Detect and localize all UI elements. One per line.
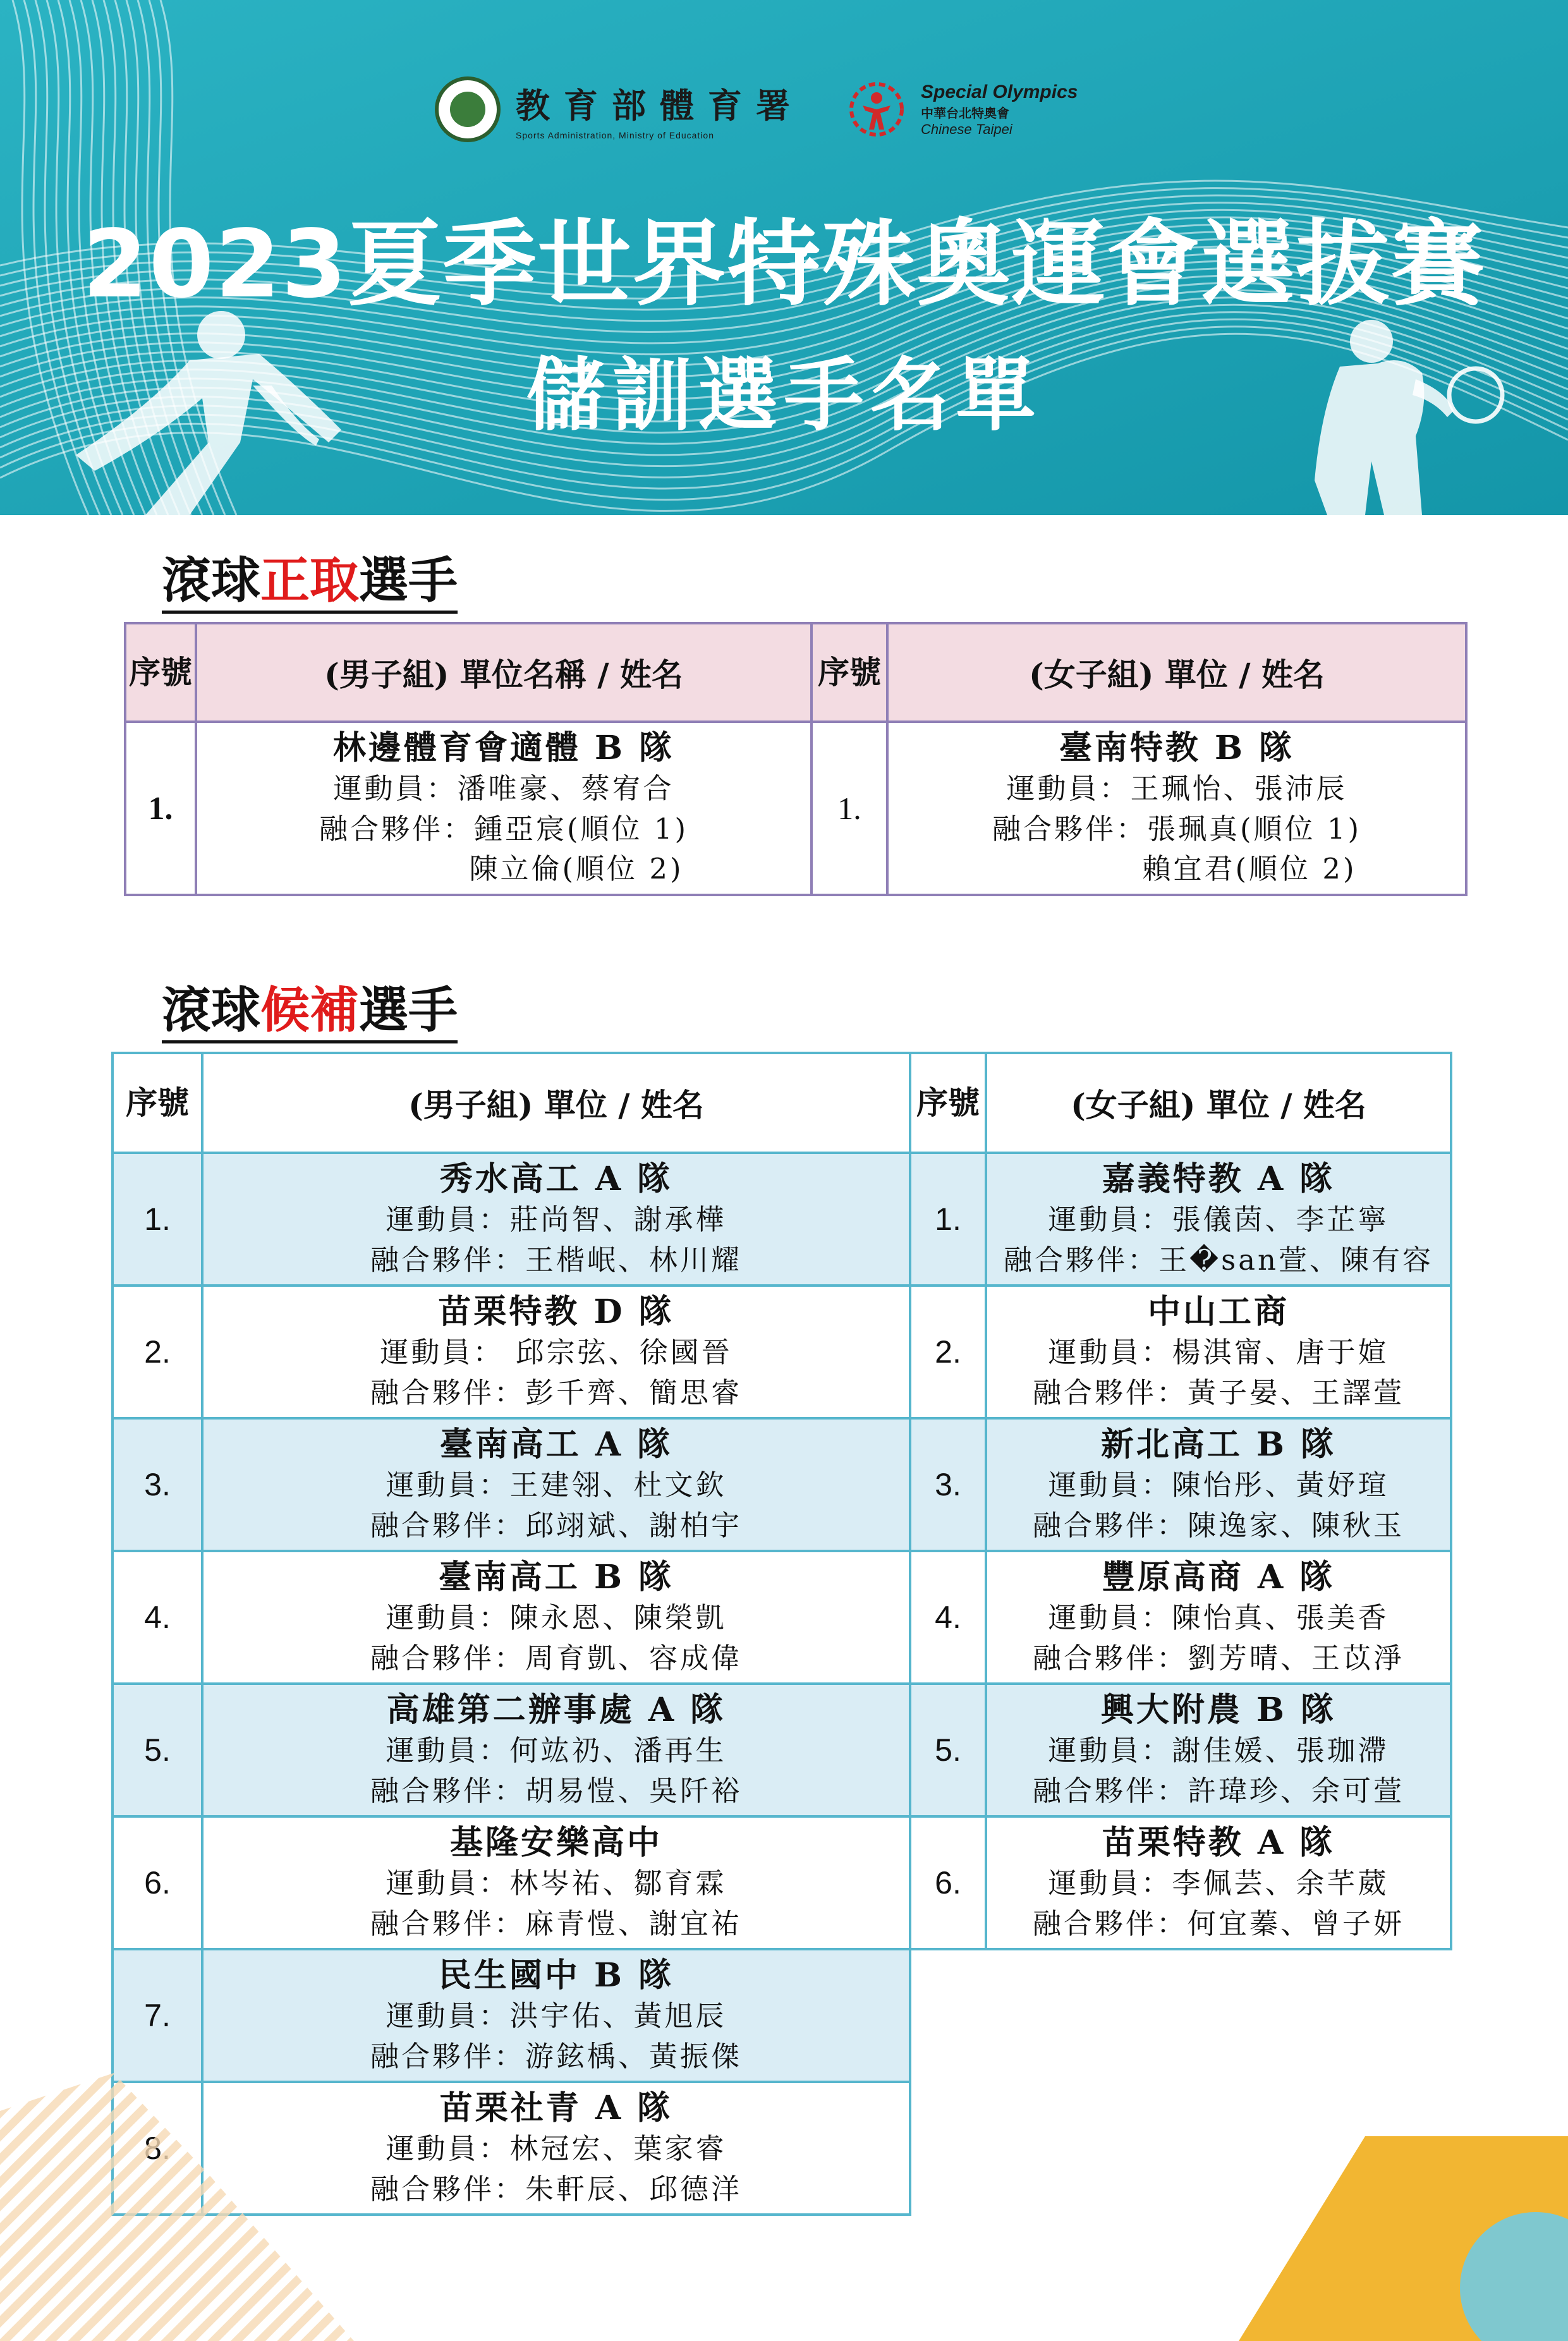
bottom-left-stripe-decoration <box>0 2060 354 2341</box>
row-no-male: 2. <box>112 1286 202 1418</box>
male-entry <box>196 722 811 895</box>
team-name: 苗栗社青 A 隊 <box>439 2088 673 2127</box>
row-no-male: 1. <box>125 722 196 895</box>
section-heading-reserve <box>162 983 458 1043</box>
header-male: (男子組) 單位名稱 / 姓名 <box>196 623 811 722</box>
athletes: 運動員：何竑礽、潘再生 <box>386 1733 727 1767</box>
athletes: 運動員：陳怡彤、黃妤瑄 <box>1048 1468 1389 1502</box>
reserve-players-table <box>111 1052 1452 2216</box>
partners: 融合夥伴：周育凱、容成偉 <box>370 1641 742 1675</box>
team-name: 秀水高工 A 隊 <box>439 1159 673 1198</box>
athletes: 運動員：楊淇甯、唐于媗 <box>1048 1335 1389 1369</box>
partners: 融合夥伴：胡易愷、吳阡裕 <box>370 1773 742 1808</box>
section-heading-reserve-pre: 滾球 <box>162 982 261 1039</box>
table-row <box>112 1418 1451 1551</box>
empty-cell <box>986 1949 1451 2082</box>
section-heading-official-post: 選手 <box>359 552 458 609</box>
female-entry <box>986 1551 1451 1684</box>
partner-2: 賴宜君(順位 2) <box>1142 852 1357 886</box>
team-name: 豐原高商 A 隊 <box>1102 1557 1335 1596</box>
male-entry <box>202 1418 910 1551</box>
section-heading-official <box>162 554 458 614</box>
team-name: 嘉義特教 A 隊 <box>1102 1159 1335 1198</box>
athletes: 運動員： 邱宗弦、徐國晉 <box>380 1335 732 1369</box>
athletes: 運動員：李佩芸、余芊葳 <box>1048 1866 1389 1900</box>
header-no-female: 序號 <box>910 1053 986 1153</box>
table-row <box>125 722 1466 895</box>
athletes: 運動員：王珮怡、張沛辰 <box>1006 771 1347 805</box>
section-heading-official-red: 正取 <box>260 552 360 609</box>
header-male: (男子組) 單位 / 姓名 <box>202 1053 910 1153</box>
section-heading-reserve-red: 候補 <box>260 982 360 1039</box>
athletes: 運動員：林岑祐、鄒育霖 <box>386 1866 727 1900</box>
bottom-right-shape-decoration <box>1239 2136 1568 2341</box>
sports-administration-logo <box>435 75 804 144</box>
header-no-female: 序號 <box>811 623 887 722</box>
athletes: 運動員：王建翎、杜文欽 <box>386 1468 727 1502</box>
team-name: 臺南高工 B 隊 <box>438 1557 674 1596</box>
athletes: 運動員：潘唯豪、蔡宥合 <box>333 771 674 805</box>
athletes: 運動員：張儀茵、李芷寧 <box>1048 1202 1389 1236</box>
partners: 融合夥伴：何宜蓁、曾子妍 <box>1032 1906 1404 1940</box>
female-entry <box>986 1286 1451 1418</box>
team-name: 臺南特教 B 隊 <box>1059 728 1295 767</box>
table-row <box>112 1684 1451 1816</box>
male-entry <box>202 1684 910 1816</box>
male-entry <box>202 1153 910 1286</box>
partners: 融合夥伴：麻青愷、謝宜祐 <box>370 1906 742 1940</box>
header-no-male: 序號 <box>125 623 196 722</box>
partners: 融合夥伴：陳逸家、陳秋玉 <box>1032 1508 1404 1542</box>
empty-cell <box>910 2082 986 2215</box>
row-no-male: 1. <box>112 1153 202 1286</box>
partners: 融合夥伴：王楷岷、林川耀 <box>370 1243 742 1277</box>
partner-1: 融合夥伴：張珮真(順位 1) <box>992 812 1362 846</box>
section-heading-reserve-post: 選手 <box>359 982 458 1039</box>
header-banner <box>0 0 1568 515</box>
official-players-table <box>124 622 1468 896</box>
row-no-female: 4. <box>910 1551 986 1684</box>
team-name: 苗栗特教 D 隊 <box>438 1292 674 1331</box>
athletes: 運動員：陳怡真、張美香 <box>1048 1600 1389 1634</box>
team-name: 臺南高工 A 隊 <box>439 1425 673 1464</box>
male-entry <box>202 1551 910 1684</box>
male-entry <box>202 1286 910 1418</box>
page-subtitle: 儲訓選手名單 <box>526 349 1042 442</box>
header-female: (女子組) 單位 / 姓名 <box>986 1053 1451 1153</box>
team-name: 高雄第二辦事處 A 隊 <box>386 1690 726 1729</box>
row-no-female: 3. <box>910 1418 986 1551</box>
table-row <box>112 1286 1451 1418</box>
row-no-male: 3. <box>112 1418 202 1551</box>
logo-left-name-en: Sports Administration, Ministry of Education <box>516 130 715 140</box>
partners: 融合夥伴：黃子晏、王譯萱 <box>1032 1375 1404 1409</box>
partners: 融合夥伴：邱翊斌、謝柏宇 <box>370 1508 742 1542</box>
header-female: (女子組) 單位 / 姓名 <box>887 623 1466 722</box>
partners: 融合夥伴：朱軒辰、邱德洋 <box>370 2172 742 2206</box>
female-entry <box>986 1418 1451 1551</box>
team-name: 中山工商 <box>1147 1292 1289 1331</box>
team-name: 林邊體育會適體 B 隊 <box>332 728 675 767</box>
partners: 融合夥伴：游鉉楀、黃振傑 <box>370 2039 742 2073</box>
table-header-row <box>125 623 1466 722</box>
partner-2: 陳立倫(順位 2) <box>469 852 684 886</box>
athletes: 運動員：謝佳媛、張珈滯 <box>1048 1733 1389 1767</box>
logo-right-name-en: Special Olympics <box>921 81 1078 102</box>
partner-1: 融合夥伴：鍾亞宸(順位 1) <box>319 812 689 846</box>
team-name: 新北高工 B 隊 <box>1100 1425 1337 1464</box>
row-no-female: 1. <box>910 1153 986 1286</box>
team-name: 興大附農 B 隊 <box>1100 1690 1337 1729</box>
female-entry <box>887 722 1466 895</box>
female-entry <box>986 1153 1451 1286</box>
row-no-male: 5. <box>112 1684 202 1816</box>
male-entry <box>202 1816 910 1949</box>
header-no-male: 序號 <box>112 1053 202 1153</box>
table-header-row <box>112 1053 1451 1153</box>
table-row <box>112 1153 1451 1286</box>
row-no-male: 6. <box>112 1816 202 1949</box>
row-no-female: 6. <box>910 1816 986 1949</box>
logo-left-name-cn: 教育部體育署 <box>516 85 804 126</box>
athletes: 運動員：陳永恩、陳榮凱 <box>386 1600 727 1634</box>
sports-administration-seal-icon <box>435 76 501 142</box>
team-name: 基隆安樂高中 <box>449 1823 662 1862</box>
page-title: 2023夏季世界特殊奧運會選拔賽 <box>82 210 1486 319</box>
row-no-female: 2. <box>910 1286 986 1418</box>
partners: 融合夥伴：許瑋珍、余可萱 <box>1032 1773 1404 1808</box>
empty-cell <box>910 1949 986 2082</box>
team-name: 苗栗特教 A 隊 <box>1102 1823 1335 1862</box>
team-name: 民生國中 B 隊 <box>438 1955 674 1995</box>
female-entry <box>986 1684 1451 1816</box>
partners: 融合夥伴：彭千齊、簡思睿 <box>370 1375 742 1409</box>
partners: 融合夥伴：王�san萱、陳有容 <box>1003 1243 1434 1277</box>
table-row <box>112 1551 1451 1684</box>
reserve-table-body <box>112 1153 1451 2215</box>
logo-right-sub-en: Chinese Taipei <box>921 121 1012 137</box>
special-olympics-logo <box>844 75 1568 144</box>
athletes: 運動員：洪宇佑、黃旭辰 <box>386 1998 727 2033</box>
row-no-female: 5. <box>910 1684 986 1816</box>
row-no-male: 7. <box>112 1949 202 2082</box>
section-heading-official-pre: 滾球 <box>162 552 261 609</box>
logo-right-name-cn: 中華台北特奧會 <box>921 106 1009 121</box>
special-olympics-mark-icon <box>844 76 909 142</box>
partners: 融合夥伴：劉芳晴、王苡淨 <box>1032 1641 1404 1675</box>
table-row <box>112 1816 1451 1949</box>
female-entry <box>986 1816 1451 1949</box>
row-no-male: 4. <box>112 1551 202 1684</box>
athletes: 運動員：林冠宏、葉家睿 <box>386 2131 727 2165</box>
athletes: 運動員：莊尚智、謝承樺 <box>386 1202 727 1236</box>
row-no-female: 1. <box>811 722 887 895</box>
